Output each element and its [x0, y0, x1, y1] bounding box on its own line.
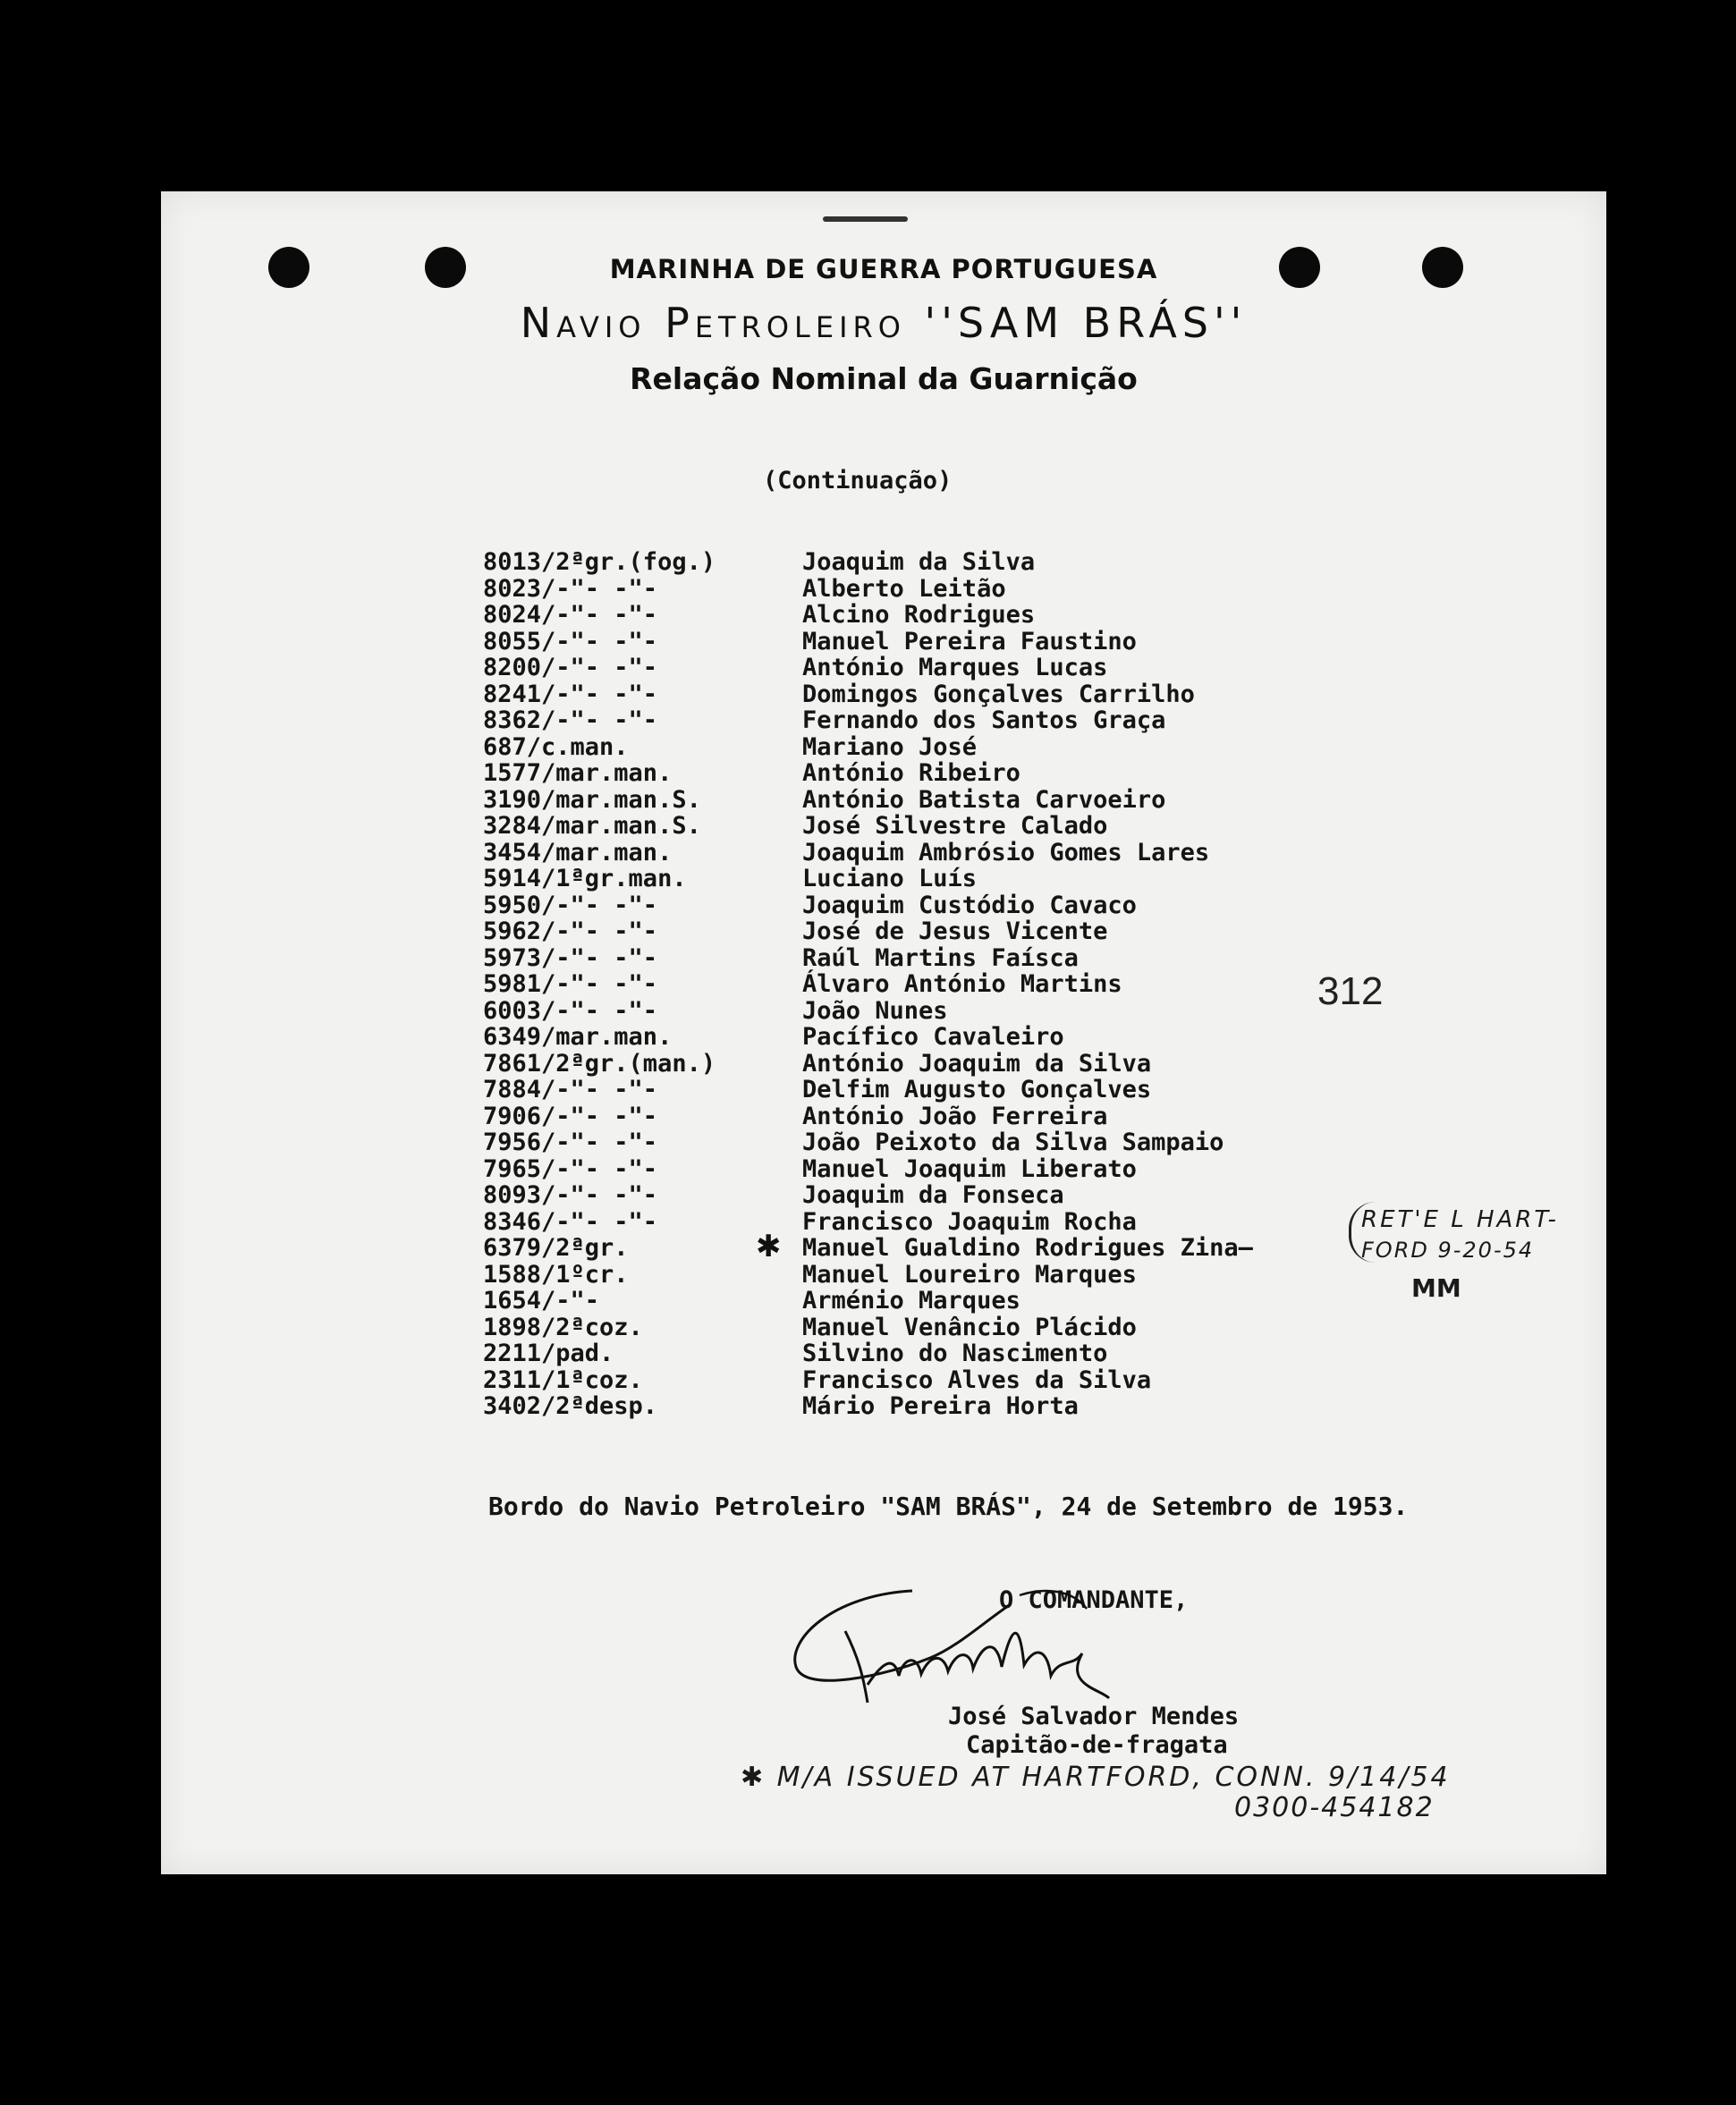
crew-name: Alcino Rodrigues: [802, 601, 1036, 629]
service-number: 6379/2ªgr.: [483, 1234, 629, 1262]
crew-name: Manuel Venâncio Plácido: [802, 1313, 1137, 1341]
crew-name: António Marques Lucas: [802, 654, 1108, 681]
service-number: 7861/2ªgr.(man.): [483, 1049, 716, 1078]
service-number: 8055/-"- -"-: [483, 627, 658, 655]
service-number: 8362/-"- -"-: [483, 706, 658, 734]
crew-name: Francisco Alves da Silva: [802, 1365, 1152, 1394]
crew-name: Manuel Loureiro Marques: [802, 1260, 1137, 1289]
service-number: 1577/mar.man.: [483, 759, 673, 787]
crew-name: Joaquim da Fonseca: [802, 1181, 1064, 1209]
continuation-label: (Continuação): [763, 467, 953, 495]
service-number: 1654/-"-: [483, 1287, 600, 1315]
crew-name: Silvino do Nascimento: [802, 1340, 1108, 1367]
ship-heading: Navio Petroleiro ''SAM BRÁS'': [520, 299, 1248, 347]
commander-title: O COMANDANTE,: [999, 1586, 1189, 1614]
asterisk-mark: ✱: [756, 1229, 782, 1264]
crew-name: Manuel Pereira Faustino: [802, 627, 1137, 655]
crew-name: Pacífico Cavaleiro: [802, 1023, 1064, 1051]
crew-name: Manuel Gualdino Rodrigues Zina—: [802, 1234, 1253, 1262]
place-date-line: Bordo do Navio Petroleiro "SAM BRÁS", 24 de Setembro de 1953.: [488, 1492, 1409, 1521]
crew-name: Álvaro António Martins: [802, 970, 1122, 998]
handwritten-footnote-line1: ✱ M/A ISSUED AT HARTFORD, CONN. 9/14/54: [741, 1762, 1451, 1793]
signatory-name: José Salvador Mendes: [948, 1703, 1240, 1730]
service-number: 5981/-"- -"-: [483, 970, 658, 998]
handwritten-footnote-line2: 0300-454182: [1234, 1792, 1435, 1823]
service-number: 7965/-"- -"-: [483, 1154, 658, 1183]
service-number: 5914/1ªgr.man.: [483, 865, 687, 892]
service-number: 8024/-"- -"-: [483, 601, 658, 629]
signatory-rank: Capitão-de-fragata: [966, 1731, 1228, 1759]
service-number: 8023/-"- -"-: [483, 574, 658, 603]
service-number: 8241/-"- -"-: [483, 680, 658, 708]
service-number: 1588/1ºcr.: [483, 1260, 629, 1289]
service-number: 8013/2ªgr.(fog.): [483, 548, 716, 576]
service-number: 5973/-"- -"-: [483, 943, 658, 972]
crew-name: Manuel Joaquim Liberato: [802, 1154, 1137, 1183]
handwritten-signature: [778, 1568, 1118, 1720]
service-number: 687/c.man.: [483, 732, 629, 761]
service-number: 2311/1ªcoz.: [483, 1365, 643, 1394]
crew-name: João Peixoto da Silva Sampaio: [802, 1129, 1224, 1156]
service-number: 5962/-"- -"-: [483, 917, 658, 945]
service-number: 1898/2ªcoz.: [483, 1313, 643, 1341]
crew-name: Joaquim Ambrósio Gomes Lares: [802, 838, 1210, 867]
crew-name: António Joaquim da Silva: [802, 1049, 1152, 1078]
service-number: 3284/mar.man.S.: [483, 812, 701, 840]
crew-name: Delfim Augusto Gonçalves: [802, 1076, 1152, 1103]
org-heading: MARINHA DE GUERRA PORTUGUESA: [609, 254, 1158, 284]
service-number: 8200/-"- -"-: [483, 654, 658, 681]
staple-mark: [823, 216, 908, 222]
crew-name: José de Jesus Vicente: [802, 917, 1108, 945]
service-number: 8093/-"- -"-: [483, 1181, 658, 1209]
service-number: 3454/mar.man.: [483, 838, 673, 867]
service-number: 8346/-"- -"-: [483, 1207, 658, 1236]
service-number: 6349/mar.man.: [483, 1023, 673, 1051]
service-number: 7956/-"- -"-: [483, 1129, 658, 1156]
crew-name: António Ribeiro: [802, 759, 1020, 787]
crew-name: Fernando dos Santos Graça: [802, 706, 1166, 734]
crew-name: Mariano José: [802, 732, 978, 761]
handwritten-initials: MM: [1411, 1273, 1461, 1303]
crew-name: José Silvestre Calado: [802, 812, 1108, 840]
crew-name: António João Ferreira: [802, 1102, 1108, 1130]
service-number: 3190/mar.man.S.: [483, 785, 701, 814]
crew-name: João Nunes: [802, 996, 948, 1025]
crew-name: Mário Pereira Horta: [802, 1392, 1079, 1420]
page-number: 312: [1317, 969, 1384, 1013]
service-number: 2211/pad.: [483, 1340, 614, 1367]
crew-name: Arménio Marques: [802, 1287, 1020, 1315]
document-subtitle: Relação Nominal da Guarnição: [630, 361, 1138, 396]
crew-name: Joaquim Custódio Cavaco: [802, 891, 1137, 919]
crew-name: Domingos Gonçalves Carrilho: [802, 680, 1195, 708]
crew-name: Alberto Leitão: [802, 574, 1006, 603]
crew-name: Joaquim da Silva: [802, 548, 1036, 576]
service-number: 7884/-"- -"-: [483, 1076, 658, 1103]
service-number: 7906/-"- -"-: [483, 1102, 658, 1130]
handwritten-note-line2: FORD 9-20-54: [1361, 1238, 1535, 1263]
service-number: 3402/2ªdesp.: [483, 1392, 658, 1420]
crew-name: António Batista Carvoeiro: [802, 785, 1166, 814]
crew-name: Francisco Joaquim Rocha: [802, 1207, 1137, 1236]
handwritten-note-line1: RET'E L HART-: [1361, 1206, 1559, 1233]
document-page: [161, 191, 1606, 1874]
crew-name: Raúl Martins Faísca: [802, 943, 1079, 972]
service-number: 6003/-"- -"-: [483, 996, 658, 1025]
crew-name: Luciano Luís: [802, 865, 978, 892]
service-number: 5950/-"- -"-: [483, 891, 658, 919]
